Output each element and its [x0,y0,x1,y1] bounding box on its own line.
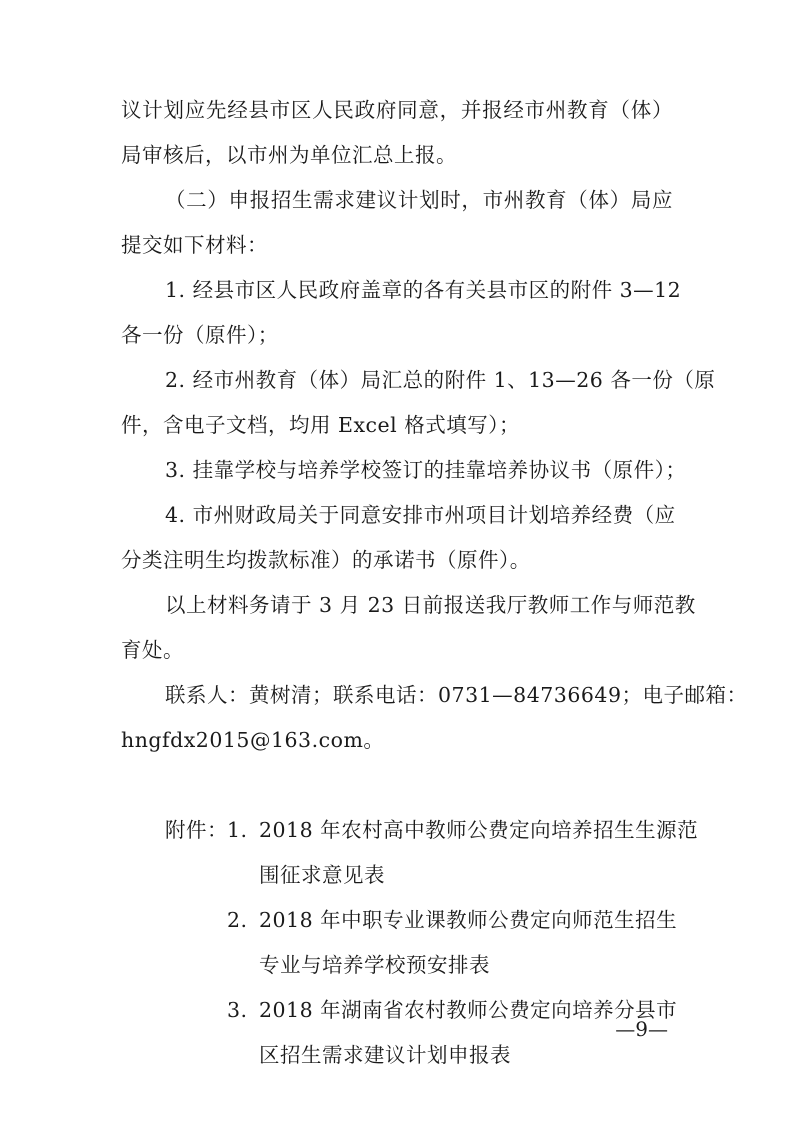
page-number: —9— [615,1017,668,1041]
paragraph-line: 局审核后，以市州为单位汇总上报。 [121,143,457,167]
paragraph-line: （二）申报招生需求建议计划时，市州教育（体）局应 [165,188,673,212]
attachments-label: 附件： [165,818,228,842]
paragraph-line: 提交如下材料： [121,233,268,257]
attachment-title: 2018 年农村高中教师公费定向培养招生生源范 [259,818,699,842]
list-item-line: 各一份（原件）； [121,323,279,347]
email-address: hngfdx2015@163.com。 [121,728,385,752]
attachment-number: 2. [227,908,248,932]
list-item-line: 件，含电子文档，均用 Excel 格式填写）； [121,413,520,437]
attachment-title: 2018 年中职专业课教师公费定向师范生招生 [259,908,678,932]
paragraph-line: 育处。 [121,638,184,662]
attachment-number: 3. [227,998,248,1022]
list-item-line: 2. 经市州教育（体）局汇总的附件 1、13—26 各一份（原 [165,368,716,392]
list-item-line: 3. 挂靠学校与培养学校签订的挂靠培养协议书（原件）； [165,458,687,482]
attachment-title: 围征求意见表 [259,863,385,887]
attachment-title: 2018 年湖南省农村教师公费定向培养分县市 [259,998,678,1022]
list-item-line: 分类注明生均拨款标准）的承诺书（原件）。 [121,548,531,572]
attachment-title: 区招生需求建议计划申报表 [259,1043,511,1067]
paragraph-line: 议计划应先经县市区人民政府同意，并报经市州教育（体） [121,98,673,122]
attachment-title: 专业与培养学校预安排表 [259,953,490,977]
list-item-line: 1. 经县市区人民政府盖章的各有关县市区的附件 3—12 [165,278,682,302]
list-item-line: 4. 市州财政局关于同意安排市州项目计划培养经费（应 [165,503,676,527]
contact-line: 联系人：黄树清；联系电话：0731—84736649；电子邮箱： [165,683,748,707]
paragraph-line: 以上材料务请于 3 月 23 日前报送我厅教师工作与师范教 [165,593,696,617]
attachment-number: 1. [227,818,248,842]
